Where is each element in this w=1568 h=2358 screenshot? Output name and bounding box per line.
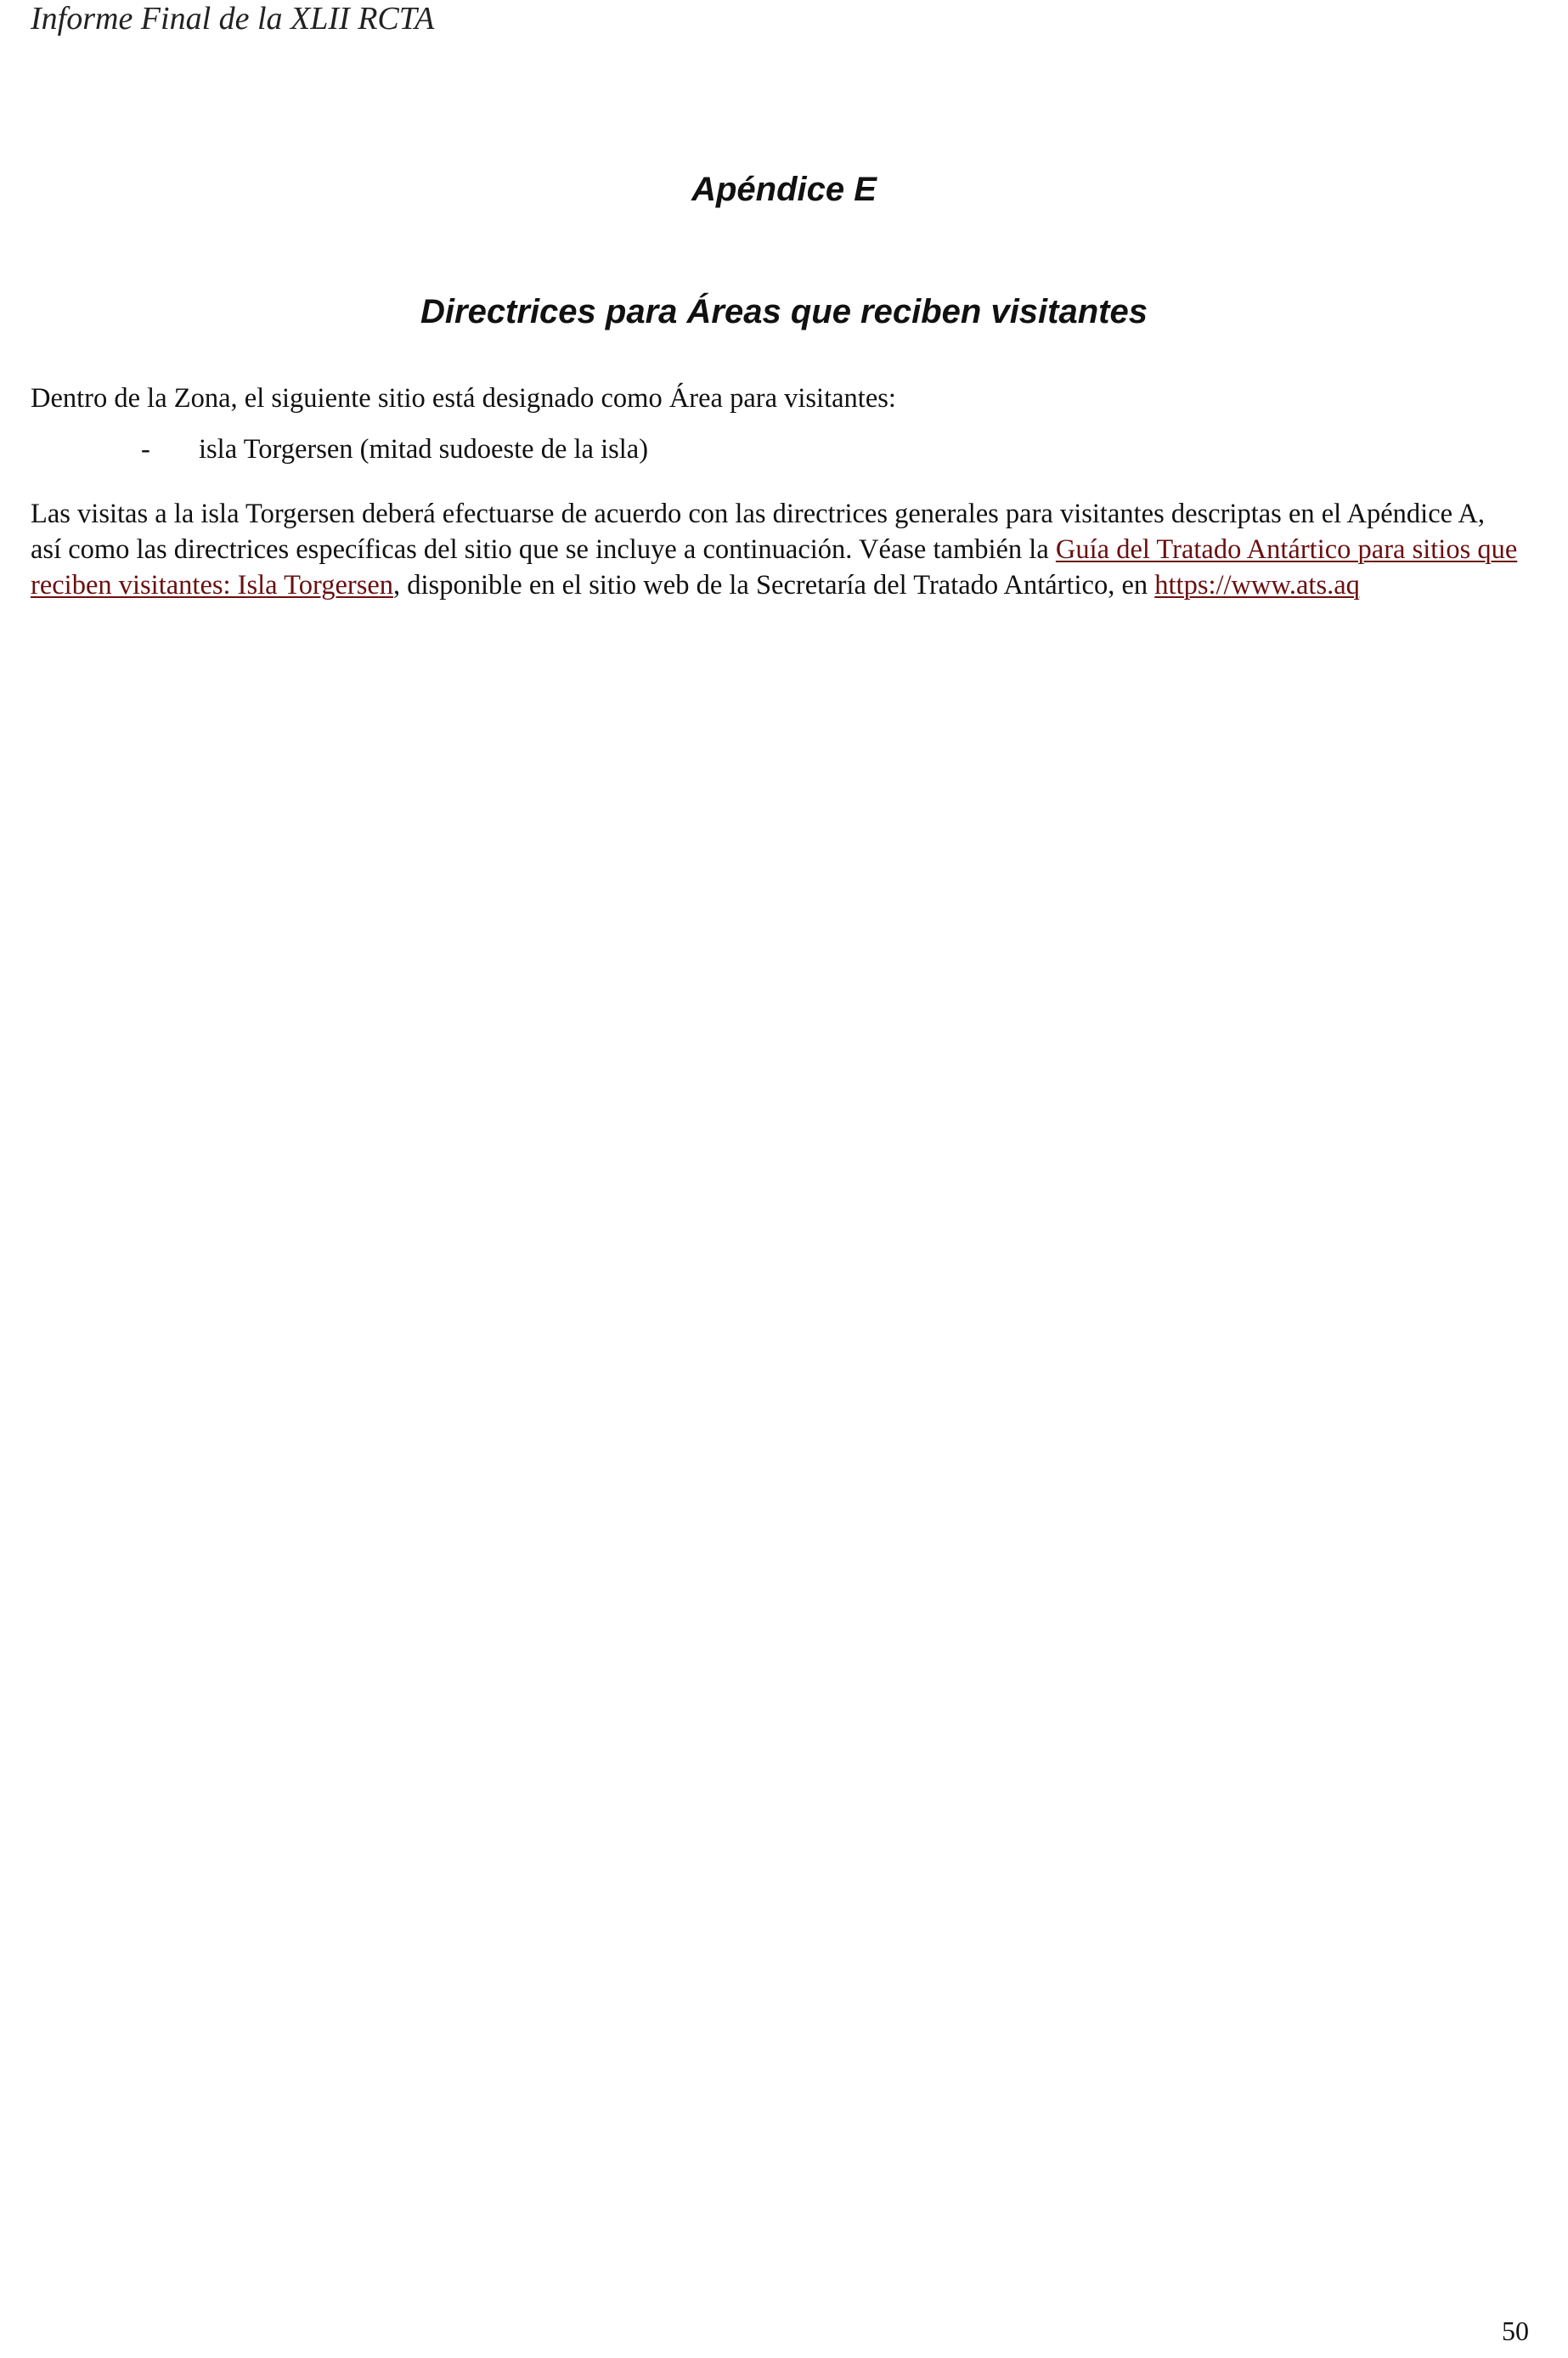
visitor-site-list	[31, 432, 1519, 467]
page-number: 50	[1502, 2316, 1529, 2346]
list-item	[31, 432, 1519, 467]
section-title: Directrices para Áreas que reciben visitantes	[420, 293, 1148, 331]
list-dash: -	[141, 434, 150, 465]
running-header: Informe Final de la XLII RCTA	[31, 1, 435, 37]
ats-url-link[interactable]: https://www.ats.aq	[1154, 570, 1360, 601]
appendix-title: Apéndice E	[691, 170, 877, 208]
visits-text-part-1: Las visitas a la isla Torgersen deberá efectuarse de acuerdo con las directrices generales para visitantes descriptas en el Apéndice A, así como las directrices específicas del sitio que se incluye a continuación. Véase también la	[31, 499, 1485, 565]
site-name: isla Torgersen (mitad sudoeste de la isla)	[199, 434, 649, 465]
document-body	[31, 381, 1519, 603]
visits-text-part-2: , disponible en el sitio web de la Secretaría del Tratado Antártico, en	[393, 570, 1155, 601]
visits-paragraph	[31, 496, 1519, 603]
intro-paragraph: Dentro de la Zona, el siguiente sitio está designado como Área para visitantes:	[31, 383, 896, 414]
guide-link[interactable]: Guía del Tratado Antártico para sitios que reciben visitantes: Isla Torgersen	[31, 534, 1518, 601]
